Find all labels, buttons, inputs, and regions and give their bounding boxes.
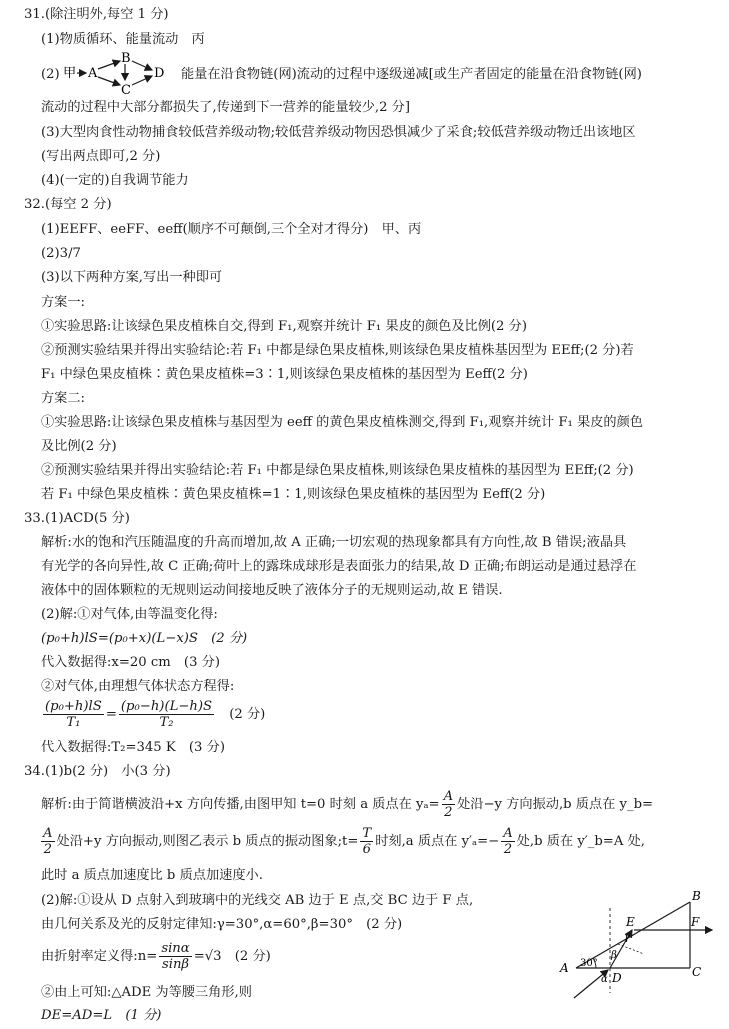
food-web-node-b: B	[121, 51, 131, 66]
frac-b-num: A	[43, 826, 53, 841]
q31-header: 31.(除注明外,每空 1 分)	[24, 7, 169, 22]
q34-explanation-2	[41, 826, 645, 857]
q31-part4: (4)(一定的)自我调节能力	[41, 173, 189, 188]
q33-result-1: 代入数据得:x=20 cm (3 分)	[41, 655, 220, 670]
q32-plan2-idea-1: ①实验思路:让该绿色果皮植株与基因型为 eeff 的黄色果皮植株测交,得到 F₁,观察并统计 F₁ 果皮的颜色	[41, 415, 643, 430]
q34-exp2-a: 处沿+y 方向振动,则图乙表示 b 质点的振动图象;t=	[56, 834, 359, 849]
q34-exp1-a: 解析:由于简谐横波沿+x 方向传播,由图甲知 t=0 时刻 a 质点在 yₐ=	[41, 797, 440, 812]
frac-c-num: A	[503, 826, 513, 841]
q34-exp2-b: 时刻,a 质点在 y′ₐ=−	[375, 834, 500, 849]
q34-part2-a: (2)解:①设从 D 点射入到玻璃中的光线交 AB 边于 E 点,交 BC 边于 F 点,	[41, 893, 474, 908]
eq2-left-denominator: T₁	[66, 715, 81, 730]
prism-figure	[552, 888, 722, 1008]
q32-part1: (1)EEFF、eeFF、eeff(顺序不可颠倒,三个全对才得分) 甲、丙	[41, 222, 422, 237]
q33-explanation-2: 有光学的各向异性,故 C 正确;荷叶上的露珠成球形是表面张力的结果,故 D 正确;布朗运动是通过悬浮在	[41, 559, 637, 574]
food-web-node-a: A	[88, 66, 98, 81]
q33-explanation-1: 解析:水的饱和汽压随温度的升高而增加,故 A 正确;一切宏观的热现象都具有方向性,故 B 错误;液晶具	[41, 535, 627, 550]
q31-part2-text: 能量在沿食物链(网)流动的过程中逐级递减[或生产者固定的能量在沿食物链(网)	[181, 67, 642, 82]
frac-a-num: A	[443, 789, 454, 804]
q34-exp2-c: 处,b 质在 y′_b=A 处,	[516, 834, 645, 849]
q33-result-2: 代入数据得:T₂=345 K (3 分)	[41, 740, 225, 755]
q32-plan1-result-2: F₁ 中绿色果皮植株∶黄色果皮植株=3∶1,则该绿色果皮植株的基因型为 Eeff(2 分)	[41, 367, 528, 382]
food-web-start: 甲	[63, 66, 77, 81]
fig-label-e: E	[626, 915, 635, 929]
q32-plan2-result-1: ②预测实验结果并得出实验结论:若 F₁ 中都是绿色果皮植株,则该绿色果皮植株的基因型为 EEff;(2 分)	[41, 463, 634, 478]
sin-beta: sinβ	[161, 957, 190, 972]
q34-header: 34.(1)b(2 分) 小(3 分)	[24, 764, 171, 779]
fig-label-c: C	[692, 965, 702, 979]
eq2-left-numerator: (p₀+h)lS	[45, 699, 102, 714]
q31-part3-line1: (3)大型肉食性动物捕食较低营养级动物;较低营养级动物因恐惧减少了采食;较低营养级动物迁出该地区	[41, 125, 636, 140]
fig-label-d: D	[612, 971, 622, 985]
q31-part1: (1)物质循环、能量流动 丙	[41, 32, 205, 47]
sin-alpha: sinα	[161, 941, 190, 956]
q34-part2-c	[41, 941, 271, 972]
q34-part2-e: DE=AD=L (1 分)	[41, 1008, 162, 1023]
q33-explanation-3: 液体中的固体颗粒的无规则运动间接地反映了液体分子的无规则运动,故 E 错误.	[41, 583, 503, 598]
fig-beta: β	[611, 950, 617, 961]
q34-part2-d: ②由上可知:△ADE 为等腰三角形,则	[41, 985, 252, 1000]
food-web-node-d: D	[154, 66, 165, 81]
fig-alpha: α	[601, 974, 608, 985]
q34-p2c-a: 由折射率定义得:n=	[41, 949, 158, 964]
food-web-node-c: C	[121, 83, 131, 96]
q33-equation-2: $\frac{\text{(p₀+h)lS}}{\text{T₁}}$ = $\frac{\text{(p₀−h)(L−h)S}}{\text{T₂}}$ (2 分)	[45, 699, 266, 730]
q32-plan2-idea-2: 及比例(2 分)	[41, 439, 117, 454]
q34-p2c-b: =√3 (2 分)	[193, 949, 271, 964]
q31-part3-line2: (写出两点即可,2 分)	[41, 149, 161, 164]
fig-label-b: B	[692, 889, 701, 903]
q32-plan2-result-2: 若 F₁ 中绿色果皮植株∶黄色果皮植株=1∶1,则该绿色果皮植株的基因型为 Eeff(2 分)	[41, 487, 546, 502]
fig-label-a: A	[560, 961, 569, 975]
fig-label-f: F	[691, 915, 700, 929]
q32-plan1-idea: ①实验思路:让该绿色果皮植株自交,得到 F₁,观察并统计 F₁ 果皮的颜色及比例(2 分)	[41, 319, 527, 334]
q32-plan2-title: 方案二:	[41, 391, 86, 406]
frac-t-num: T	[362, 826, 372, 841]
q34-explanation-1	[41, 789, 653, 820]
frac-a-den: 2	[444, 805, 453, 820]
eq2-right-numerator: (p₀−h)(L−h)S	[120, 699, 213, 714]
q32-header: 32.(每空 2 分)	[24, 197, 112, 212]
fig-angle-30: 30°	[580, 958, 598, 969]
q32-plan1-title: 方案一:	[41, 295, 86, 310]
frac-b-den: 2	[43, 842, 52, 857]
q32-plan1-result-1: ②预测实验结果并得出实验结论:若 F₁ 中都是绿色果皮植株,则该绿色果皮植株基因型为 EEff;(2 分)若	[41, 343, 634, 358]
frac-t-den: 6	[362, 842, 371, 857]
q33-part2b: ②对气体,由理想气体状态方程得:	[41, 679, 235, 694]
q32-part3: (3)以下两种方案,写出一种即可	[41, 270, 223, 285]
q31-part2-cont: 流动的过程中大部分都损失了,传递到下一营养的能量较少,2 分]	[41, 100, 410, 115]
q31-part2-prefix: (2)	[41, 67, 60, 82]
q33-header: 33.(1)ACD(5 分)	[24, 511, 130, 526]
q33-equation-1: (p₀+h)lS=(p₀+x)(L−x)S (2 分)	[41, 631, 248, 646]
q33-part2: (2)解:①对气体,由等温变化得:	[41, 607, 218, 622]
q32-part2: (2)3/7	[41, 246, 81, 261]
eq2-right-denominator: T₂	[159, 715, 174, 730]
q34-explanation-3: 此时 a 质点加速度比 b 质点加速度小.	[41, 868, 263, 883]
q34-exp1-b: 处沿−y 方向振动,b 质点在 y_b=	[457, 797, 654, 812]
q34-part2-b: 由几何关系及光的反射定律知:γ=30°,α=60°,β=30° (2 分)	[41, 917, 403, 932]
frac-c-den: 2	[503, 842, 513, 857]
fig-gamma: γ	[624, 932, 630, 943]
eq2-score: (2 分)	[229, 707, 266, 722]
food-web-diagram	[63, 50, 173, 96]
